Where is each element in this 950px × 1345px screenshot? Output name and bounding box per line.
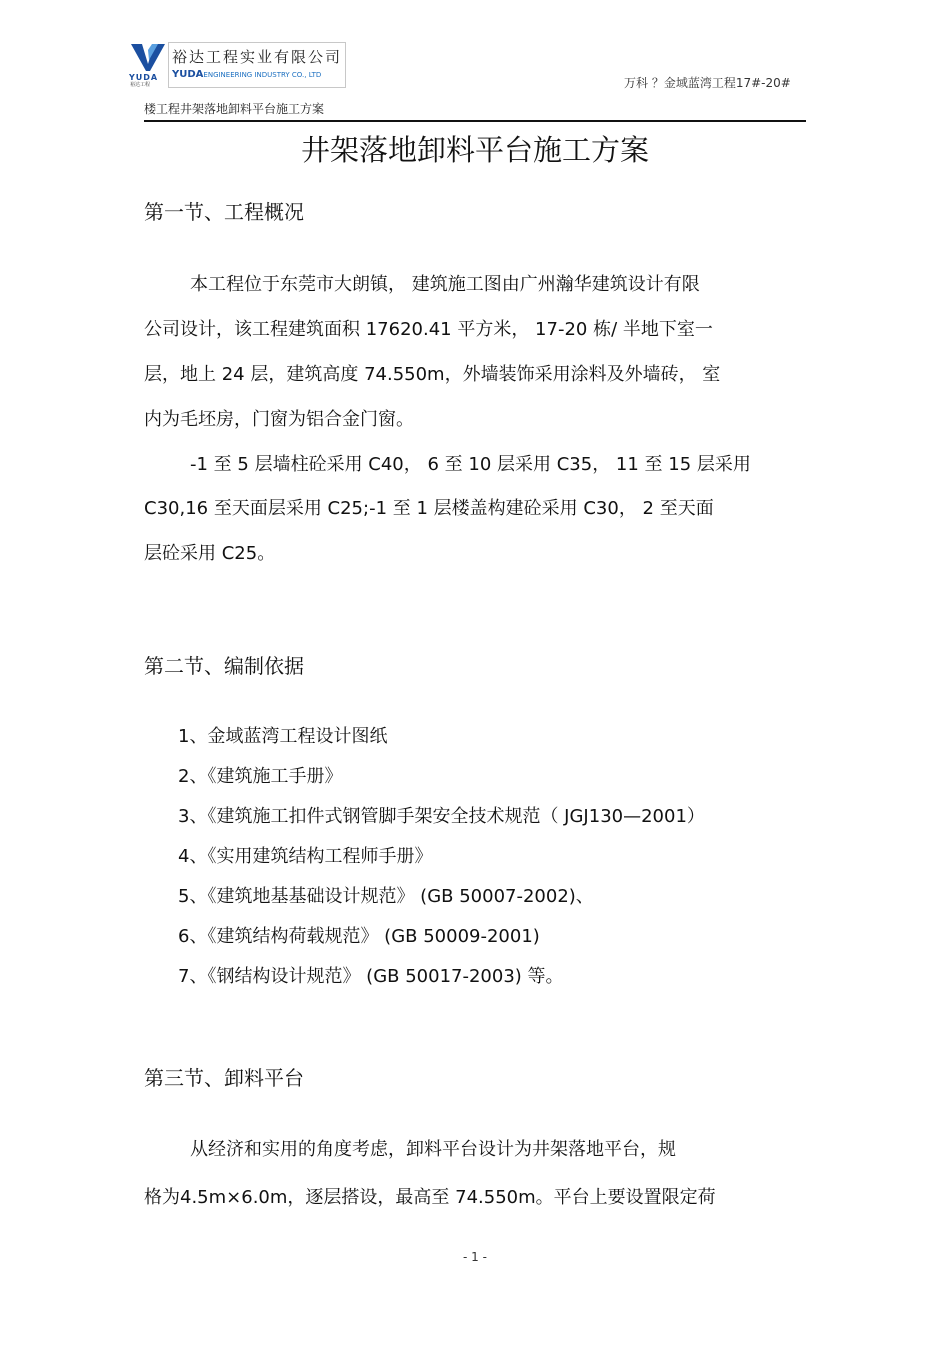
section-1-line-6 (144, 494, 806, 520)
section-3-heading: 第三节、卸料平台 (144, 1066, 304, 1090)
section-1-line-4 (144, 405, 806, 431)
company-name-en-prefix: YUDA (172, 69, 204, 80)
section-1-line-5 (190, 450, 852, 476)
page-title: 井架落地卸料平台施工方案 (300, 133, 649, 167)
section-1-line-2 (144, 315, 806, 341)
company-logo (128, 42, 346, 88)
text-line: 内为毛坯房，门窗为铝合金门窗。 (144, 409, 414, 430)
text-line: 从经济和实用的角度考虑，卸料平台设计为井架落地平台，规 (190, 1139, 676, 1160)
reference-item-5: 5、《建筑地基基础设计规范》 (GB 50007-2002)、 (178, 886, 594, 907)
reference-item-2: 2、《建筑施工手册》 (178, 766, 343, 787)
logo-mark-text: YUDA (129, 73, 159, 82)
header-project: 万科 ？金域蓝湾工程17#-20# (624, 76, 791, 90)
text-line: 公司设计，该工程建筑面积 17620.41 平方米， 17-20 栋/ 半地下室一 (144, 319, 713, 340)
reference-item-4: 4、《实用建筑结构工程师手册》 (178, 846, 433, 867)
text-line: 本工程位于东莞市大朗镇， 建筑施工图由广州瀚华建筑设计有限 (190, 274, 700, 295)
reference-item-3: 3、《建筑施工扣件式钢管脚手架安全技术规范（ JGJ130—2001） (178, 806, 705, 827)
section-1-heading: 第一节、工程概况 (144, 200, 304, 224)
yuda-logo-icon (128, 42, 168, 72)
section-1-line-7 (144, 539, 806, 565)
company-name-en-rest: ENGINEERING INDUSTRY CO., LTD (203, 71, 322, 79)
text-line: 层，地上 24 层，建筑高度 74.550m，外墙装饰采用涂料及外墙砖， 室 (144, 364, 721, 385)
text-line: 层砼采用 C25。 (144, 543, 276, 564)
reference-item-6: 6、《建筑结构荷载规范》 (GB 50009-2001) (178, 926, 540, 947)
section-1-line-3 (144, 360, 806, 386)
section-2-heading: 第二节、编制依据 (144, 654, 304, 678)
section-1-line-1 (190, 270, 785, 296)
text-line: -1 至 5 层墙柱砼采用 C40， 6 至 10 层采用 C35， 11 至 15 层采用 (190, 454, 751, 475)
company-name-cn: 裕达工程实业有限公司 (172, 48, 343, 66)
reference-item-1: 1、金域蓝湾工程设计图纸 (178, 726, 388, 747)
text-line: C30,16 至天面层采用 C25;-1 至 1 层楼盖构建砼采用 C30， 2 至天面 (144, 498, 714, 519)
header-doc-subtitle: 楼工程井架落地卸料平台施工方案 (144, 102, 325, 116)
page-number: - 1 - (463, 1250, 487, 1264)
logo-mark-subtext: 裕达工程 (130, 82, 151, 88)
section-3-line-2 (144, 1183, 806, 1209)
text-line: 格为4.5m×6.0m，逐层搭设，最高至 74.550m。平台上要设置限定荷 (144, 1187, 716, 1208)
reference-item-7: 7、《钢结构设计规范》 (GB 50017-2003) 等。 (178, 966, 564, 987)
section-3-line-1 (190, 1135, 852, 1161)
header-rule (144, 120, 806, 122)
company-name-en (172, 69, 321, 80)
